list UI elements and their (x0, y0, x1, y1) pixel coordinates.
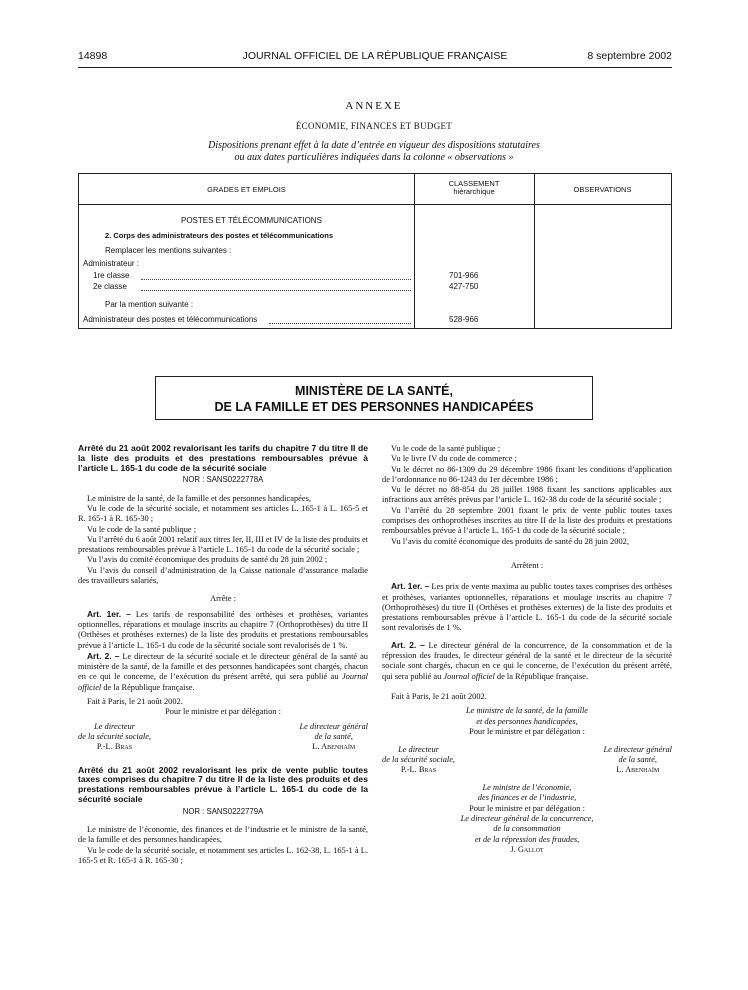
annexe-title: ANNEXE (345, 100, 403, 112)
paragraph: Vu l’avis du conseil d’administration de la Caisse nationale d’assurance maladie des travailleurs salariés, (78, 565, 368, 586)
running-header (78, 50, 672, 64)
signature-role: Le ministre de la santé, de la famille (465, 706, 589, 716)
paragraph: Le ministre de l’économie, des finances et de l’industrie et le ministre de la santé, de la famille et des personnes handicapées, (78, 825, 368, 845)
article-text: Les prix de vente maxima au public toutes taxes comprises des orthèses et prothèses, variantes optionnelles, réparations et moulage inscrits au chapitre 7 (Orthoprothèses) du titre II (Orthèses et prothèses externes) de la liste des produits et prestations remboursables prévue à l’article L. 165-1 du code de la sécurité sociale sont revalorisés de 1 %. (382, 582, 673, 633)
paragraph: Vu l’arrêté du 6 août 2001 relatif aux titres Ier, II, III et IV de la liste des produits et prestations remboursables prévue à l’article L. 165-1 du code de la sécurité sociale ; (78, 534, 368, 555)
annexe-note-line2: ou aux dates particulières indiquées dans la colonne « observations » (234, 152, 514, 163)
ministry-heading-box (155, 376, 593, 420)
paragraph: Vu l’avis du comité économique des produits de santé du 28 juin 2002, (391, 536, 629, 546)
paragraph: Le ministre de la santé, de la famille et des personnes handicapées, (87, 493, 311, 503)
delegation-line: Pour le ministre et par délégation : (469, 803, 585, 813)
delegation-line: Pour le ministre et par délégation : (469, 726, 585, 736)
paragraph: Vu le décret no 88-854 du 28 juillet 1988 fixant les sanctions applicables aux infractions aux arrêtés prévus par l’article L. 162-38 du code de la sécurité sociale ; (382, 485, 672, 505)
ministry-line2: DE LA FAMILLE ET DES PERSONNES HANDICAPÉES (214, 400, 534, 414)
journal-officiel-ref: Journal officiel (443, 671, 495, 681)
right-column (382, 444, 672, 855)
issue-date: 8 septembre 2002 (587, 50, 672, 62)
paragraph: Vu le décret no 86-1309 du 29 décembre 1986 fixant les conditions d’application de l’ordonnance no 86-1243 du 1er décembre 1986 ; (382, 464, 672, 484)
paragraph: Vu le code de la santé publique ; (391, 444, 501, 453)
article-text: Les tarifs de responsabilité des orthèses et prothèses, variantes optionnelles, réparations et moulage inscrits au chapitre 7 (Orthoprothèses) du titre II (Orthèses et prothèses externes) de la liste des produits et prestations remboursables prévue à l’article L. 165-1 du code de la sécurité sociale sont revalorisés de 1 %. (78, 609, 369, 650)
signature-role: et des personnes handicapées, (476, 716, 578, 726)
signature-role: Le ministre de l’économie, (482, 783, 572, 793)
left-column (78, 444, 368, 866)
article-1 (382, 581, 672, 633)
row-label: 2e classe (93, 282, 127, 291)
article-text: de la République française. (101, 682, 195, 692)
signature-role: de la sécurité sociale, (382, 755, 456, 765)
signature-role: de la sécurité sociale, (78, 731, 152, 741)
annexe-ministry: ÉCONOMIE, FINANCES ET BUDGET (295, 121, 453, 131)
signature-role: Le directeur (398, 745, 439, 755)
row-value: 528-966 (449, 315, 479, 324)
table-par-mention: Par la mention suivante : (105, 300, 194, 309)
signature-right (603, 745, 672, 775)
col-header-grades: GRADES ET EMPLOIS (207, 185, 286, 194)
signatory-name: J. Gallot (510, 844, 544, 854)
ministry-line1: MINISTÈRE DE LA SANTÉ, (295, 384, 453, 398)
annexe-table (78, 173, 672, 329)
article-text: Le directeur général de la concurrence, de la consommation et de la répression des fraudes, le directeur général de la santé et le directeur de la sécurité sociale sont chargés, chacun en ce qui le concerne, de l’exécution du présent arrêté, qui sera publié au (382, 640, 673, 681)
paragraph: Vu l’arrêté du 28 septembre 2001 fixant le prix de vente public toutes taxes comprises des orthoprothèses inscrites au titre II de la liste des produits et prestations remboursables prévue à l’article L. 165-1 du code de la sécurité sociale ; (382, 505, 672, 536)
arrete-label: Arrête : (210, 594, 236, 604)
signature-block (78, 722, 368, 752)
row-value: 701-966 (449, 271, 479, 280)
article-label: Art. 2. – (391, 639, 425, 650)
signature-left (382, 745, 455, 775)
leader-dots (269, 323, 411, 324)
table-header-rule (79, 204, 671, 205)
table-col-divider (534, 174, 535, 328)
signature-role: des finances et de l’industrie, (477, 793, 577, 803)
signature-role: de la consommation (493, 824, 561, 834)
table-col-divider (414, 174, 415, 328)
decree-title: Arrêté du 21 août 2002 revalorisant les prix de vente public toutes taxes comprises du chapitre 7 du titre II de la liste des produits et des prestations remboursables prévue à l’article L. 165-1 du code de la sécurité sociale (78, 764, 368, 805)
signature-role: de la santé, (314, 731, 353, 741)
table-administrateur: Administrateur : (83, 259, 140, 268)
decree-title: Arrêté du 21 août 2002 revalorisant les tarifs du chapitre 7 du titre II de la liste des produits et des prestations remboursables prévue à l’article L. 165-1 du code de la sécurité sociale (78, 443, 368, 473)
nor-reference: NOR : SANS0222778A (182, 475, 264, 485)
article-2 (382, 640, 672, 682)
signature-role: de la santé, (618, 755, 657, 765)
article-1 (78, 609, 368, 651)
row-value: 427-750 (449, 282, 479, 291)
nor-reference: NOR : SANS0222779A (182, 806, 264, 816)
journal-title: JOURNAL OFFICIEL DE LA RÉPUBLIQUE FRANÇAISE (242, 50, 508, 62)
paragraph: Vu le code de la sécurité sociale, et notamment ses articles L. 165-1 à L. 165-5 et R. 165-1 à R. 165-30 ; (78, 503, 368, 524)
signature-role: Le directeur général (299, 721, 368, 731)
table-section: POSTES ET TÉLÉCOMMUNICATIONS (181, 216, 322, 225)
leader-dots (141, 279, 411, 280)
signatory-name: L. Abenhaïm (616, 765, 660, 775)
article-label: Art. 2. – (87, 650, 120, 661)
article-text: Le directeur de la sécurité sociale et le directeur général de la santé au ministère de la santé, de la famille et des personnes handicapées sont chargés, chacun en ce qui le concerne, de l’exécution du présent arrêté, qui sera publié au (78, 651, 368, 682)
paragraph: Vu le livre IV du code de commerce ; (391, 454, 517, 464)
signature-right (299, 722, 368, 752)
col-header-classement (414, 180, 534, 196)
signature-role: Le directeur général (603, 745, 672, 755)
annexe-note-line1: Dispositions prenant effet à la date d’entrée en vigueur des dispositions statutaires (208, 140, 540, 151)
leader-dots (141, 290, 411, 291)
article-text: de la République française. (494, 671, 589, 681)
paragraph: Vu le code de la sécurité sociale, et notamment ses articles L. 162-38, L. 165-1 à L. 165-5 et R. 165-1 à R. 165-30 ; (78, 845, 368, 865)
col-header-classement-2: hiérarchique (453, 187, 495, 196)
row-label: Administrateur des postes et télécommunications (83, 315, 258, 324)
article-label: Art. 1er. – (87, 608, 131, 619)
col-header-classement-1: CLASSEMENT (448, 179, 500, 188)
signature-role: Le directeur (94, 721, 135, 731)
signatory-name: P.-L. Bras (96, 741, 133, 751)
delegation-line: Pour le ministre et par délégation : (165, 707, 281, 717)
annexe-note (0, 140, 748, 164)
signature-left (78, 722, 151, 752)
row-label: 1re classe (93, 271, 130, 280)
signatory-name: L. Abenhaïm (312, 741, 356, 751)
fait-a-paris: Fait à Paris, le 21 août 2002. (87, 697, 183, 707)
article-2 (78, 651, 368, 693)
signature-block (382, 745, 672, 775)
arretent-label: Arrêtent : (510, 560, 544, 570)
paragraph: Vu le code de la santé publique ; (87, 524, 197, 534)
signature-role: et de la répression des fraudes, (474, 834, 580, 844)
col-header-observations: OBSERVATIONS (573, 185, 632, 194)
page-number: 14898 (78, 50, 108, 62)
fait-a-paris: Fait à Paris, le 21 août 2002. (391, 691, 487, 701)
table-subsection: 2. Corps des administrateurs des postes et télécommunications (105, 231, 333, 240)
signatory-name: P.-L. Bras (400, 765, 437, 775)
signature-role: Le directeur général de la concurrence, (460, 814, 594, 824)
journal-officiel-ref: Journal officiel (78, 672, 368, 692)
article-label: Art. 1er. – (391, 581, 430, 592)
paragraph: Vu l’avis du comité économique des produits de santé du 28 juin 2002 ; (87, 555, 328, 565)
table-remplacer: Remplacer les mentions suivantes : (105, 246, 232, 255)
header-rule (78, 67, 672, 68)
